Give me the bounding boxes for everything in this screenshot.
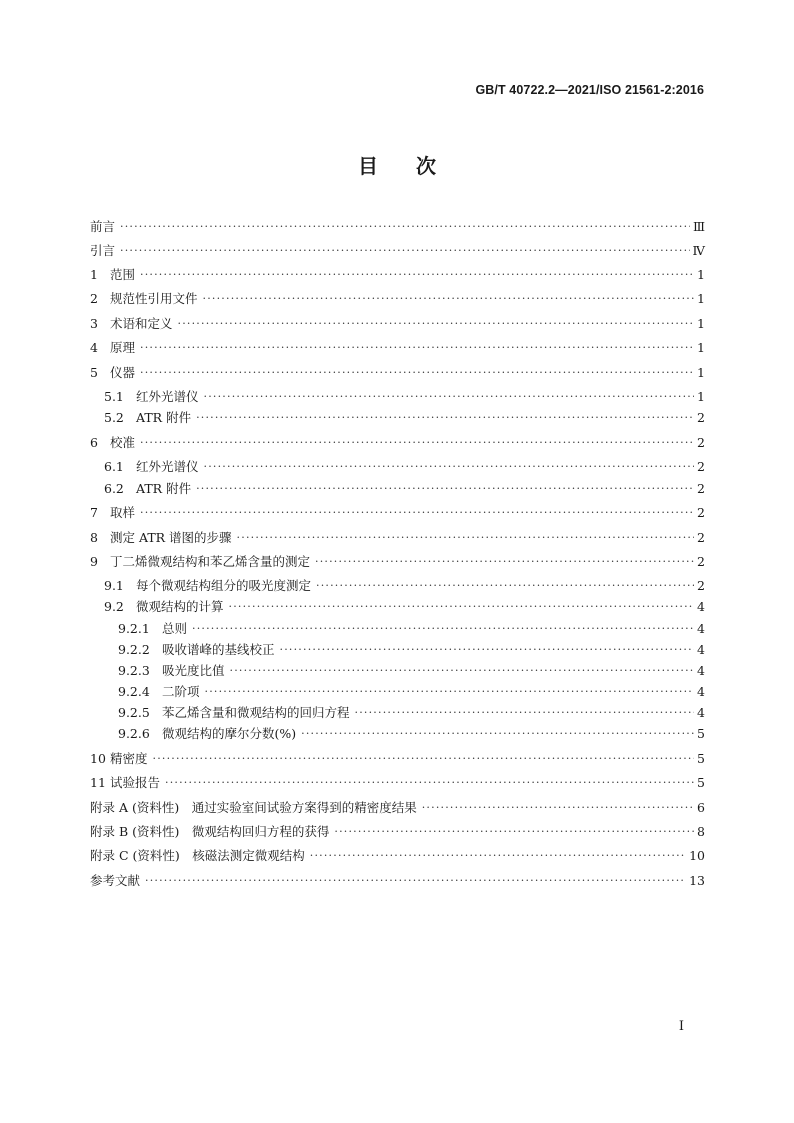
toc-entry-label: 微观结构的摩尔分数(%) [162, 726, 297, 741]
toc-entry-page: Ⅳ [692, 242, 705, 258]
toc-entry-label: 附录 B (资料性) 微观结构回归方程的获得 [90, 824, 330, 839]
toc-entry-page: 2 [697, 458, 705, 474]
toc-entry-page: 2 [697, 480, 705, 496]
toc-entry-number: 5 [90, 364, 98, 380]
toc-entry-page: 1 [697, 339, 705, 355]
toc-entry-page: 5 [697, 774, 705, 790]
toc-entry-page: 13 [689, 872, 705, 888]
toc-entry[interactable] [90, 502, 705, 522]
toc-entry-number: 9.2.6 [118, 725, 150, 741]
toc-leader-dots [334, 826, 694, 838]
toc-entry-label: 每个微观结构组分的吸光度测定 [136, 578, 312, 593]
toc-leader-dots [229, 601, 694, 613]
toc-entry-label: 附录 A (资料性) 通过实验室间试验方案得到的精密度结果 [90, 800, 417, 815]
toc-leader-dots [204, 391, 694, 403]
toc-entry-label: 前言 [90, 219, 116, 234]
toc-entry-number: 11 [90, 774, 106, 790]
toc-entry-label: 红外光谱仪 [136, 389, 199, 404]
toc-leader-dots [204, 461, 694, 473]
toc-entry-number: 9.2.1 [118, 620, 150, 636]
toc-entry-label: 吸光度比值 [162, 663, 225, 678]
toc-entry-number: 5.2 [104, 409, 124, 425]
toc-leader-dots [140, 437, 694, 449]
toc-entry-page: 10 [689, 847, 705, 863]
toc-entry-page: 4 [697, 704, 705, 720]
toc-entry-page: 2 [697, 504, 705, 520]
toc-entry[interactable] [90, 575, 705, 595]
toc-entry-label: 测定 ATR 谱图的步骤 [110, 530, 232, 545]
toc-entry-number: 9.1 [104, 577, 124, 593]
toc-entry-page: 1 [697, 388, 705, 404]
toc-entry-page: 2 [697, 409, 705, 425]
toc-entry[interactable] [90, 596, 705, 616]
page-number: I [678, 1019, 684, 1034]
toc-leader-dots [153, 753, 694, 765]
toc-entry[interactable] [90, 723, 705, 743]
toc-entry-page: 4 [697, 620, 705, 636]
toc-entry-page: 8 [697, 823, 705, 839]
toc-entry[interactable] [90, 870, 705, 890]
toc-leader-dots [120, 221, 690, 233]
toc-entry[interactable] [90, 639, 705, 659]
toc-entry-label: 红外光谱仪 [136, 459, 199, 474]
toc-entry-number: 1 [90, 266, 98, 282]
toc-entry-number: 9.2.5 [118, 704, 150, 720]
standard-code-header: GB/T 40722.2—2021/ISO 21561-2:2016 [475, 83, 704, 97]
toc-entry[interactable] [90, 660, 705, 680]
toc-entry[interactable] [90, 362, 705, 382]
toc-entry[interactable] [90, 845, 705, 865]
toc-leader-dots [165, 777, 694, 789]
toc-entry-label: ATR 附件 [136, 481, 192, 496]
toc-entry-page: 6 [697, 799, 705, 815]
toc-entry[interactable] [90, 313, 705, 333]
toc-entry[interactable] [90, 337, 705, 357]
toc-entry-label: 取样 [110, 505, 136, 520]
toc-leader-dots [140, 342, 694, 354]
toc-leader-dots [355, 707, 694, 719]
toc-entry-label: 参考文献 [90, 873, 141, 888]
toc-entry-page: 4 [697, 641, 705, 657]
toc-entry-page: 1 [697, 290, 705, 306]
toc-entry[interactable] [90, 456, 705, 476]
page-title: 目次 [358, 154, 474, 178]
toc-entry[interactable] [90, 216, 705, 236]
toc-leader-dots [120, 245, 689, 257]
toc-leader-dots [280, 644, 694, 656]
toc-leader-dots [178, 318, 694, 330]
toc-leader-dots [315, 556, 694, 568]
toc-entry-number: 6.2 [104, 480, 124, 496]
toc-entry-number: 9.2.2 [118, 641, 150, 657]
toc-entry-page: 1 [697, 315, 705, 331]
toc-entry-number: 4 [90, 339, 98, 355]
toc-entry-label: 仪器 [110, 365, 136, 380]
toc-leader-dots [422, 802, 694, 814]
toc-entry-label: 总则 [162, 621, 188, 636]
toc-entry-label: 苯乙烯含量和微观结构的回归方程 [162, 705, 350, 720]
toc-entry-number: 5.1 [104, 388, 124, 404]
toc-entry-label: ATR 附件 [136, 410, 192, 425]
toc-entry-label: 微观结构的计算 [136, 599, 224, 614]
toc-entry[interactable] [90, 748, 705, 768]
toc-entry[interactable] [90, 527, 705, 547]
toc-entry-label: 试验报告 [110, 775, 161, 790]
toc-entry[interactable] [90, 618, 705, 638]
toc-entry[interactable] [90, 407, 705, 427]
toc-entry[interactable] [90, 681, 705, 701]
toc-entry[interactable] [90, 702, 705, 722]
toc-entry-label: 二阶项 [162, 684, 200, 699]
toc-entry[interactable] [90, 240, 705, 260]
toc-entry-number: 9.2 [104, 598, 124, 614]
toc-leader-dots [140, 367, 694, 379]
toc-entry-label: 引言 [90, 243, 116, 258]
toc-entry-page: Ⅲ [692, 218, 705, 234]
toc-entry-page: 5 [697, 725, 705, 741]
toc-leader-dots [205, 686, 694, 698]
toc-entry[interactable] [90, 288, 705, 308]
toc-leader-dots [145, 875, 686, 887]
toc-entry-page: 1 [697, 266, 705, 282]
toc-entry[interactable] [90, 264, 705, 284]
toc-entry-label: 术语和定义 [110, 316, 173, 331]
toc-entry-number: 6 [90, 434, 98, 450]
toc-entry[interactable] [90, 432, 705, 452]
toc-entry-page: 4 [697, 598, 705, 614]
toc-entry-label: 校准 [110, 435, 136, 450]
toc-entry-number: 7 [90, 504, 98, 520]
toc-leader-dots [140, 269, 694, 281]
toc-entry-page: 1 [697, 364, 705, 380]
toc-entry-number: 8 [90, 529, 98, 545]
toc-entry-label: 丁二烯微观结构和苯乙烯含量的测定 [110, 554, 311, 569]
toc-entry[interactable] [90, 478, 705, 498]
toc-entry-number: 10 [90, 750, 106, 766]
toc-leader-dots [230, 665, 694, 677]
toc-entry-label: 范围 [110, 267, 136, 282]
toc-entry[interactable] [90, 821, 705, 841]
toc-leader-dots [192, 623, 694, 635]
toc-entry-page: 2 [697, 434, 705, 450]
toc-leader-dots [237, 532, 694, 544]
toc-leader-dots [203, 293, 694, 305]
toc-entry-page: 2 [697, 553, 705, 569]
toc-entry-number: 9 [90, 553, 98, 569]
toc-entry-number: 2 [90, 290, 98, 306]
toc-entry-page: 2 [697, 577, 705, 593]
toc-entry-number: 3 [90, 315, 98, 331]
toc-entry[interactable] [90, 386, 705, 406]
toc-entry-page: 4 [697, 683, 705, 699]
toc-entry-page: 4 [697, 662, 705, 678]
toc-entry[interactable] [90, 797, 705, 817]
toc-entry-label: 精密度 [110, 751, 148, 766]
toc-entry[interactable] [90, 772, 705, 792]
toc-entry-label: 规范性引用文件 [110, 291, 198, 306]
toc-entry-number: 9.2.4 [118, 683, 150, 699]
toc-leader-dots [310, 850, 686, 862]
toc-leader-dots [301, 728, 694, 740]
toc-entry-number: 9.2.3 [118, 662, 150, 678]
toc-leader-dots [316, 580, 694, 592]
toc-leader-dots [196, 412, 694, 424]
toc-entry-label: 吸收谱峰的基线校正 [162, 642, 275, 657]
toc-entry[interactable] [90, 551, 705, 571]
toc-entry-label: 附录 C (资料性) 核磁法测定微观结构 [90, 848, 305, 863]
toc-leader-dots [196, 483, 694, 495]
toc-entry-label: 原理 [110, 340, 136, 355]
toc-entry-page: 5 [697, 750, 705, 766]
toc-entry-number: 6.1 [104, 458, 124, 474]
toc-leader-dots [140, 507, 694, 519]
toc-entry-page: 2 [697, 529, 705, 545]
